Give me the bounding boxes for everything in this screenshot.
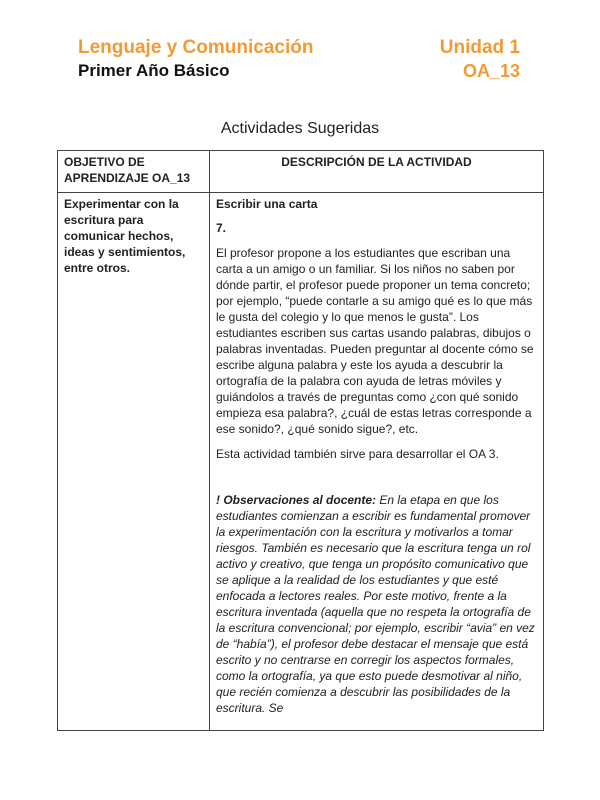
activity-table	[57, 150, 544, 731]
observations-label: ! Observaciones al docente:	[216, 493, 377, 507]
objective-column-header: OBJETIVO DE APRENDIZAJE OA_13	[58, 151, 210, 193]
section-title: Actividades Sugeridas	[220, 120, 380, 137]
grade-title: Primer Año Básico	[78, 61, 230, 80]
table-header-row	[58, 151, 544, 193]
description-column-header: DESCRIPCIÓN DE LA ACTIVIDAD	[210, 151, 544, 193]
observations-text: En la etapa en que los estudiantes comienzan a escribir es fundamental promover la experimentación con la escritura y motivarlos a tomar riesgos. También es necesario que la escritura tenga un rol activo y creativo, que tenga un propósito comunicativo que se aplique a la realidad de los estudiantes y que esté enfocada a lectores reales. Por este motivo, frente a la escritura inventada (aquella que no respeta la ortografía de la escritura convencional; por ejemplo, escribir “avia” en vez de “había”), el profesor debe destacar el mensaje que está escrito y no centrarse en corregir los aspectos formales, como la ortografía, ya que esto puede desmotivar al niño, que recién comienza a descubrir las posibilidades de la escritura. Se	[216, 493, 535, 715]
activity-number: 7.	[216, 221, 227, 235]
header-left	[78, 36, 313, 82]
activity-paragraph-1: El profesor propone a los estudiantes que escriban una carta a un amigo o un familiar. Si los niños no saben por dónde partir, el profesor puede proponer un tema concreto; por ejemplo, “puede contarle a su amigo qué es lo que más le gusta del colegio y lo que menos le gusta”. Los estudiantes escriben sus cartas usando palabras, dibujos o palabras inventadas. Pueden preguntar al docente cómo se escribe alguna palabra y este los ayuda a descubrir la ortografía de la palabra con ayuda de letras móviles y guiándolos a través de preguntas como ¿con qué sonido empieza esa palabra?, ¿cuál de estas letras corresponde a ese sonido?, ¿qué sonido sigue?, etc.	[216, 246, 534, 436]
unit-label: Unidad 1	[439, 37, 520, 58]
header-right	[440, 36, 520, 82]
description-cell	[210, 193, 544, 731]
teacher-observations	[216, 492, 537, 716]
subject-title: Lenguaje y Comunicación	[78, 37, 314, 58]
oa-label: OA_13	[462, 61, 520, 81]
objective-cell	[58, 193, 210, 731]
table-row	[58, 193, 544, 731]
activity-paragraph-2: Esta actividad también sirve para desarrollar el OA 3.	[216, 447, 499, 461]
objective-text: Experimentar con la escritura para comunicar hechos, ideas y sentimientos, entre otros.	[64, 197, 186, 275]
activity-title: Escribir una carta	[216, 197, 318, 211]
